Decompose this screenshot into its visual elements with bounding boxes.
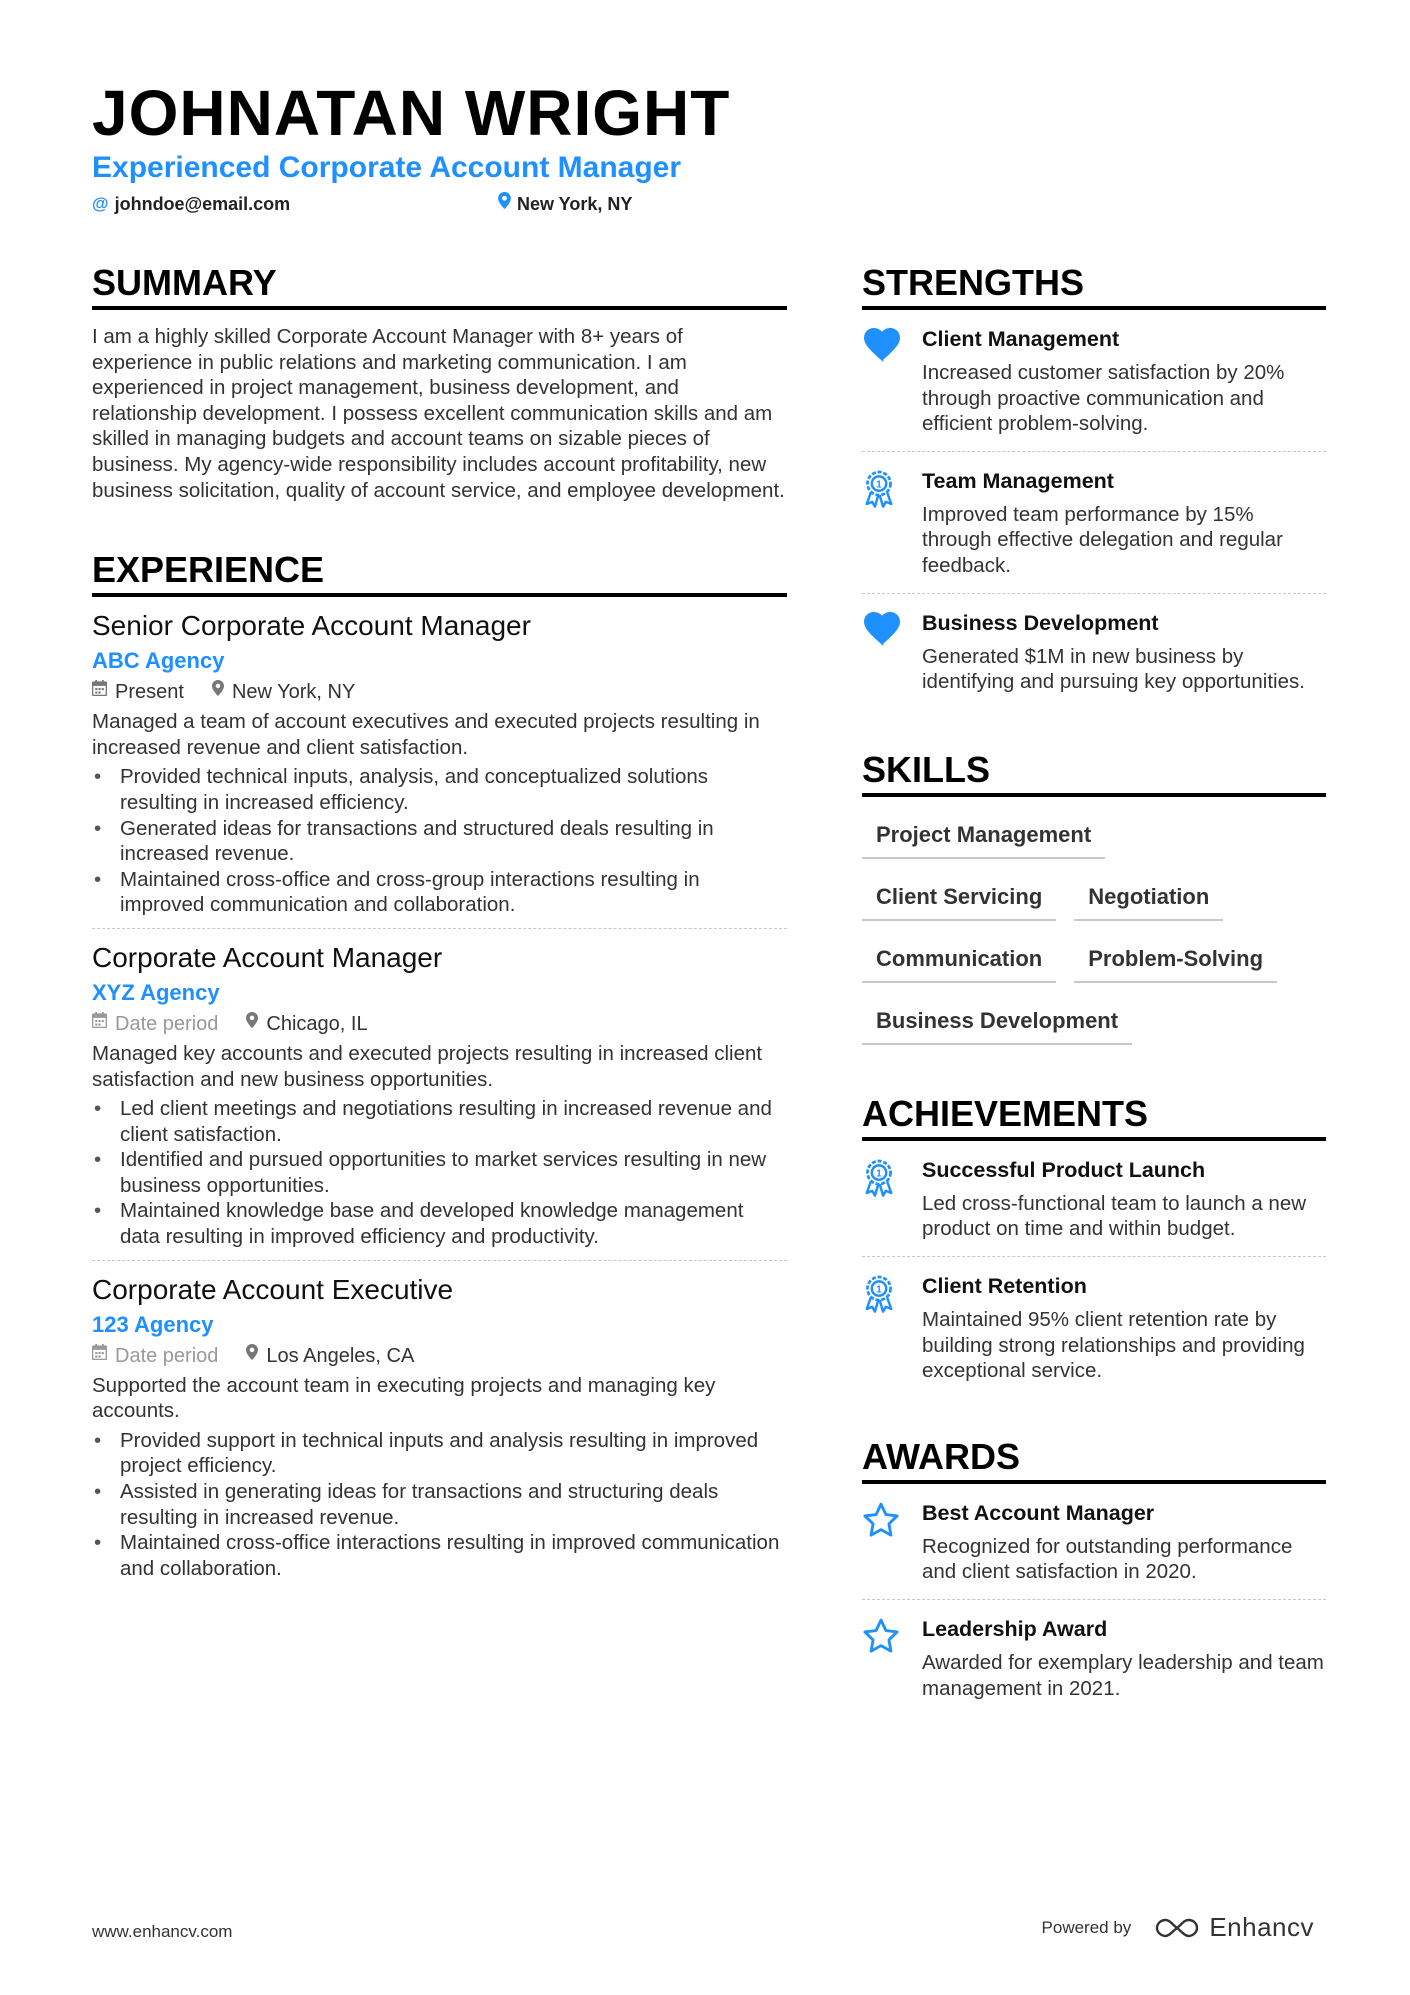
strength-desc: Improved team performance by 15% through effective delegation and regular feedback. [922, 502, 1283, 577]
job-bullet: • Provided support in technical inputs and analysis resulting in improved project efficiency. [92, 1428, 787, 1479]
strength-item [862, 594, 1326, 709]
job-date [92, 679, 184, 705]
achievement-desc: Maintained 95% client retention rate by building strong relationships and providing exceptional service. [922, 1307, 1305, 1383]
strength-title: Business Development [922, 610, 1159, 635]
heart-icon [862, 326, 922, 437]
enhancv-logo[interactable] [1153, 1912, 1314, 1943]
achievement-title: Successful Product Launch [922, 1157, 1206, 1182]
location-pin-icon [246, 1011, 258, 1037]
at-icon: @ [92, 194, 109, 213]
svg-text:1: 1 [876, 479, 882, 491]
summary-text: I am a highly skilled Corporate Account Manager with 8+ years of experience in public relations and marketing communication. I am experienced in project management, business development, and relationship development. I possess excellent communication skills and am skilled in managing budgets and account teams on sizable pieces of business. My agency-wide responsibility includes account profitability, new business solicitation, quality of account service, and employee development. [92, 325, 785, 502]
job-bullets [92, 1096, 787, 1250]
powered-by-text: Powered by [1041, 1917, 1132, 1937]
award-desc: Recognized for outstanding performance and client satisfaction in 2020. [922, 1534, 1293, 1584]
job-entry [92, 1261, 787, 1592]
awards-list [862, 1484, 1326, 1715]
skills-row [862, 807, 1326, 869]
job-title: Senior Corporate Account Manager [92, 610, 531, 642]
award-item [862, 1600, 1326, 1715]
job-bullet: • Identified and pursued opportunities to market services resulting in new business opportunities. [92, 1147, 787, 1198]
footer-website-link[interactable]: www.enhancv.com [92, 1922, 233, 1941]
strength-desc: Generated $1M in new business by identifying and pursuing key opportunities. [922, 644, 1305, 694]
job-date-text: Date period [115, 1344, 219, 1367]
calendar-icon [92, 1343, 107, 1369]
email-text: johndoe@email.com [114, 194, 291, 214]
job-bullets [92, 764, 787, 918]
contact-email[interactable] [92, 192, 290, 216]
heart-icon [862, 610, 922, 695]
achievement-item [862, 1141, 1326, 1257]
strength-title: Client Management [922, 327, 1120, 351]
star-icon [862, 1500, 922, 1585]
company-name: XYZ Agency [92, 979, 220, 1005]
contact-location [498, 192, 632, 216]
strength-title: Team Management [922, 468, 1114, 493]
job-bullet: • Provided technical inputs, analysis, and conceptualized solutions resulting in increased efficiency. [92, 764, 787, 815]
strengths-heading: STRENGTHS [862, 262, 1326, 310]
experience-heading: EXPERIENCE [92, 549, 787, 597]
skills-heading: SKILLS [862, 749, 1326, 797]
achievements-heading: ACHIEVEMENTS [862, 1093, 1326, 1141]
footer-branding [1042, 1912, 1314, 1943]
achievement-title: Client Retention [922, 1273, 1087, 1298]
star-icon [862, 1616, 922, 1701]
skill-tag: Negotiation [1074, 869, 1223, 921]
job-bullet: • Led client meetings and negotiations resulting in increased revenue and client satisfaction. [92, 1096, 787, 1147]
achievement-desc: Led cross-functional team to launch a new product on time and within budget. [922, 1191, 1307, 1241]
award-ribbon-icon [862, 1157, 922, 1242]
strength-item [862, 452, 1326, 594]
job-location [246, 1343, 414, 1369]
job-bullet: • Assisted in generating ideas for transactions and structuring deals resulting in increased revenue. [92, 1479, 787, 1530]
job-meta [92, 679, 787, 705]
location-pin-icon [246, 1343, 258, 1369]
infinity-logo-icon [1153, 1916, 1201, 1940]
skills-list [862, 797, 1326, 1055]
award-ribbon-icon [862, 1273, 922, 1384]
job-bullet: • Generated ideas for transactions and structured deals resulting in increased revenue. [92, 816, 787, 867]
candidate-title: Experienced Corporate Account Manager [92, 151, 682, 184]
award-title: Leadership Award [922, 1616, 1108, 1641]
job-date-text: Date period [115, 1012, 219, 1035]
right-column [862, 262, 1326, 1715]
job-entry [92, 597, 787, 929]
skill-tag: Project Management [862, 807, 1105, 859]
skill-tag: Business Development [862, 993, 1132, 1045]
svg-text:1: 1 [876, 1168, 882, 1180]
location-pin-icon [498, 192, 511, 216]
calendar-icon [92, 679, 107, 705]
calendar-icon [92, 1011, 107, 1037]
job-bullet: • Maintained knowledge base and developed knowledge management data resulting in improved efficiency and productivity. [92, 1198, 787, 1249]
job-bullet: • Maintained cross-office interactions resulting in improved communication and collaboration. [92, 1530, 787, 1581]
strength-desc: Increased customer satisfaction by 20% through proactive communication and efficient problem-solving. [922, 361, 1285, 436]
company-name: ABC Agency [92, 648, 225, 674]
job-bullet: • Maintained cross-office and cross-group interactions resulting in improved communication and collaboration. [92, 867, 787, 918]
location-pin-icon [212, 679, 224, 705]
job-description: Supported the account team in executing projects and managing key accounts. [92, 1373, 716, 1423]
svg-text:1: 1 [876, 1284, 882, 1296]
strengths-list [862, 310, 1326, 709]
left-column [92, 262, 787, 1591]
job-title: Corporate Account Executive [92, 1273, 454, 1305]
job-description: Managed key accounts and executed projects resulting in increased client satisfaction and new business opportunities. [92, 1041, 763, 1091]
summary-heading: SUMMARY [92, 262, 787, 310]
job-location-text: Chicago, IL [266, 1012, 368, 1035]
job-description: Managed a team of account executives and executed projects resulting in increased revenue and client satisfaction. [92, 710, 760, 759]
skill-tag: Problem-Solving [1074, 931, 1277, 983]
job-meta [92, 1343, 787, 1369]
award-ribbon-icon [862, 468, 922, 579]
job-title: Corporate Account Manager [92, 941, 443, 973]
skills-row [862, 869, 1326, 931]
candidate-name: JOHNATAN WRIGHT [92, 77, 731, 149]
job-date [92, 1011, 218, 1037]
achievement-item [862, 1257, 1326, 1398]
brand-name: Enhancv [1209, 1912, 1314, 1942]
location-text: New York, NY [517, 194, 633, 214]
job-location-text: Los Angeles, CA [266, 1344, 415, 1367]
skill-tag: Client Servicing [862, 869, 1056, 921]
job-location [212, 679, 355, 705]
award-title: Best Account Manager [922, 1500, 1155, 1525]
job-date [92, 1343, 218, 1369]
job-bullets [92, 1428, 787, 1582]
company-name: 123 Agency [92, 1311, 214, 1337]
strength-item [862, 310, 1326, 452]
award-item [862, 1484, 1326, 1600]
job-date-text: Present [115, 681, 184, 704]
experience-list [92, 597, 787, 1591]
skills-row [862, 993, 1326, 1055]
awards-heading: AWARDS [862, 1436, 1326, 1484]
skill-tag: Communication [862, 931, 1056, 983]
achievements-list [862, 1141, 1326, 1398]
job-meta [92, 1011, 787, 1037]
job-entry [92, 929, 787, 1261]
job-location-text: New York, NY [231, 681, 356, 704]
job-location [246, 1011, 367, 1037]
skills-row [862, 931, 1326, 993]
award-desc: Awarded for exemplary leadership and team management in 2021. [922, 1650, 1324, 1700]
